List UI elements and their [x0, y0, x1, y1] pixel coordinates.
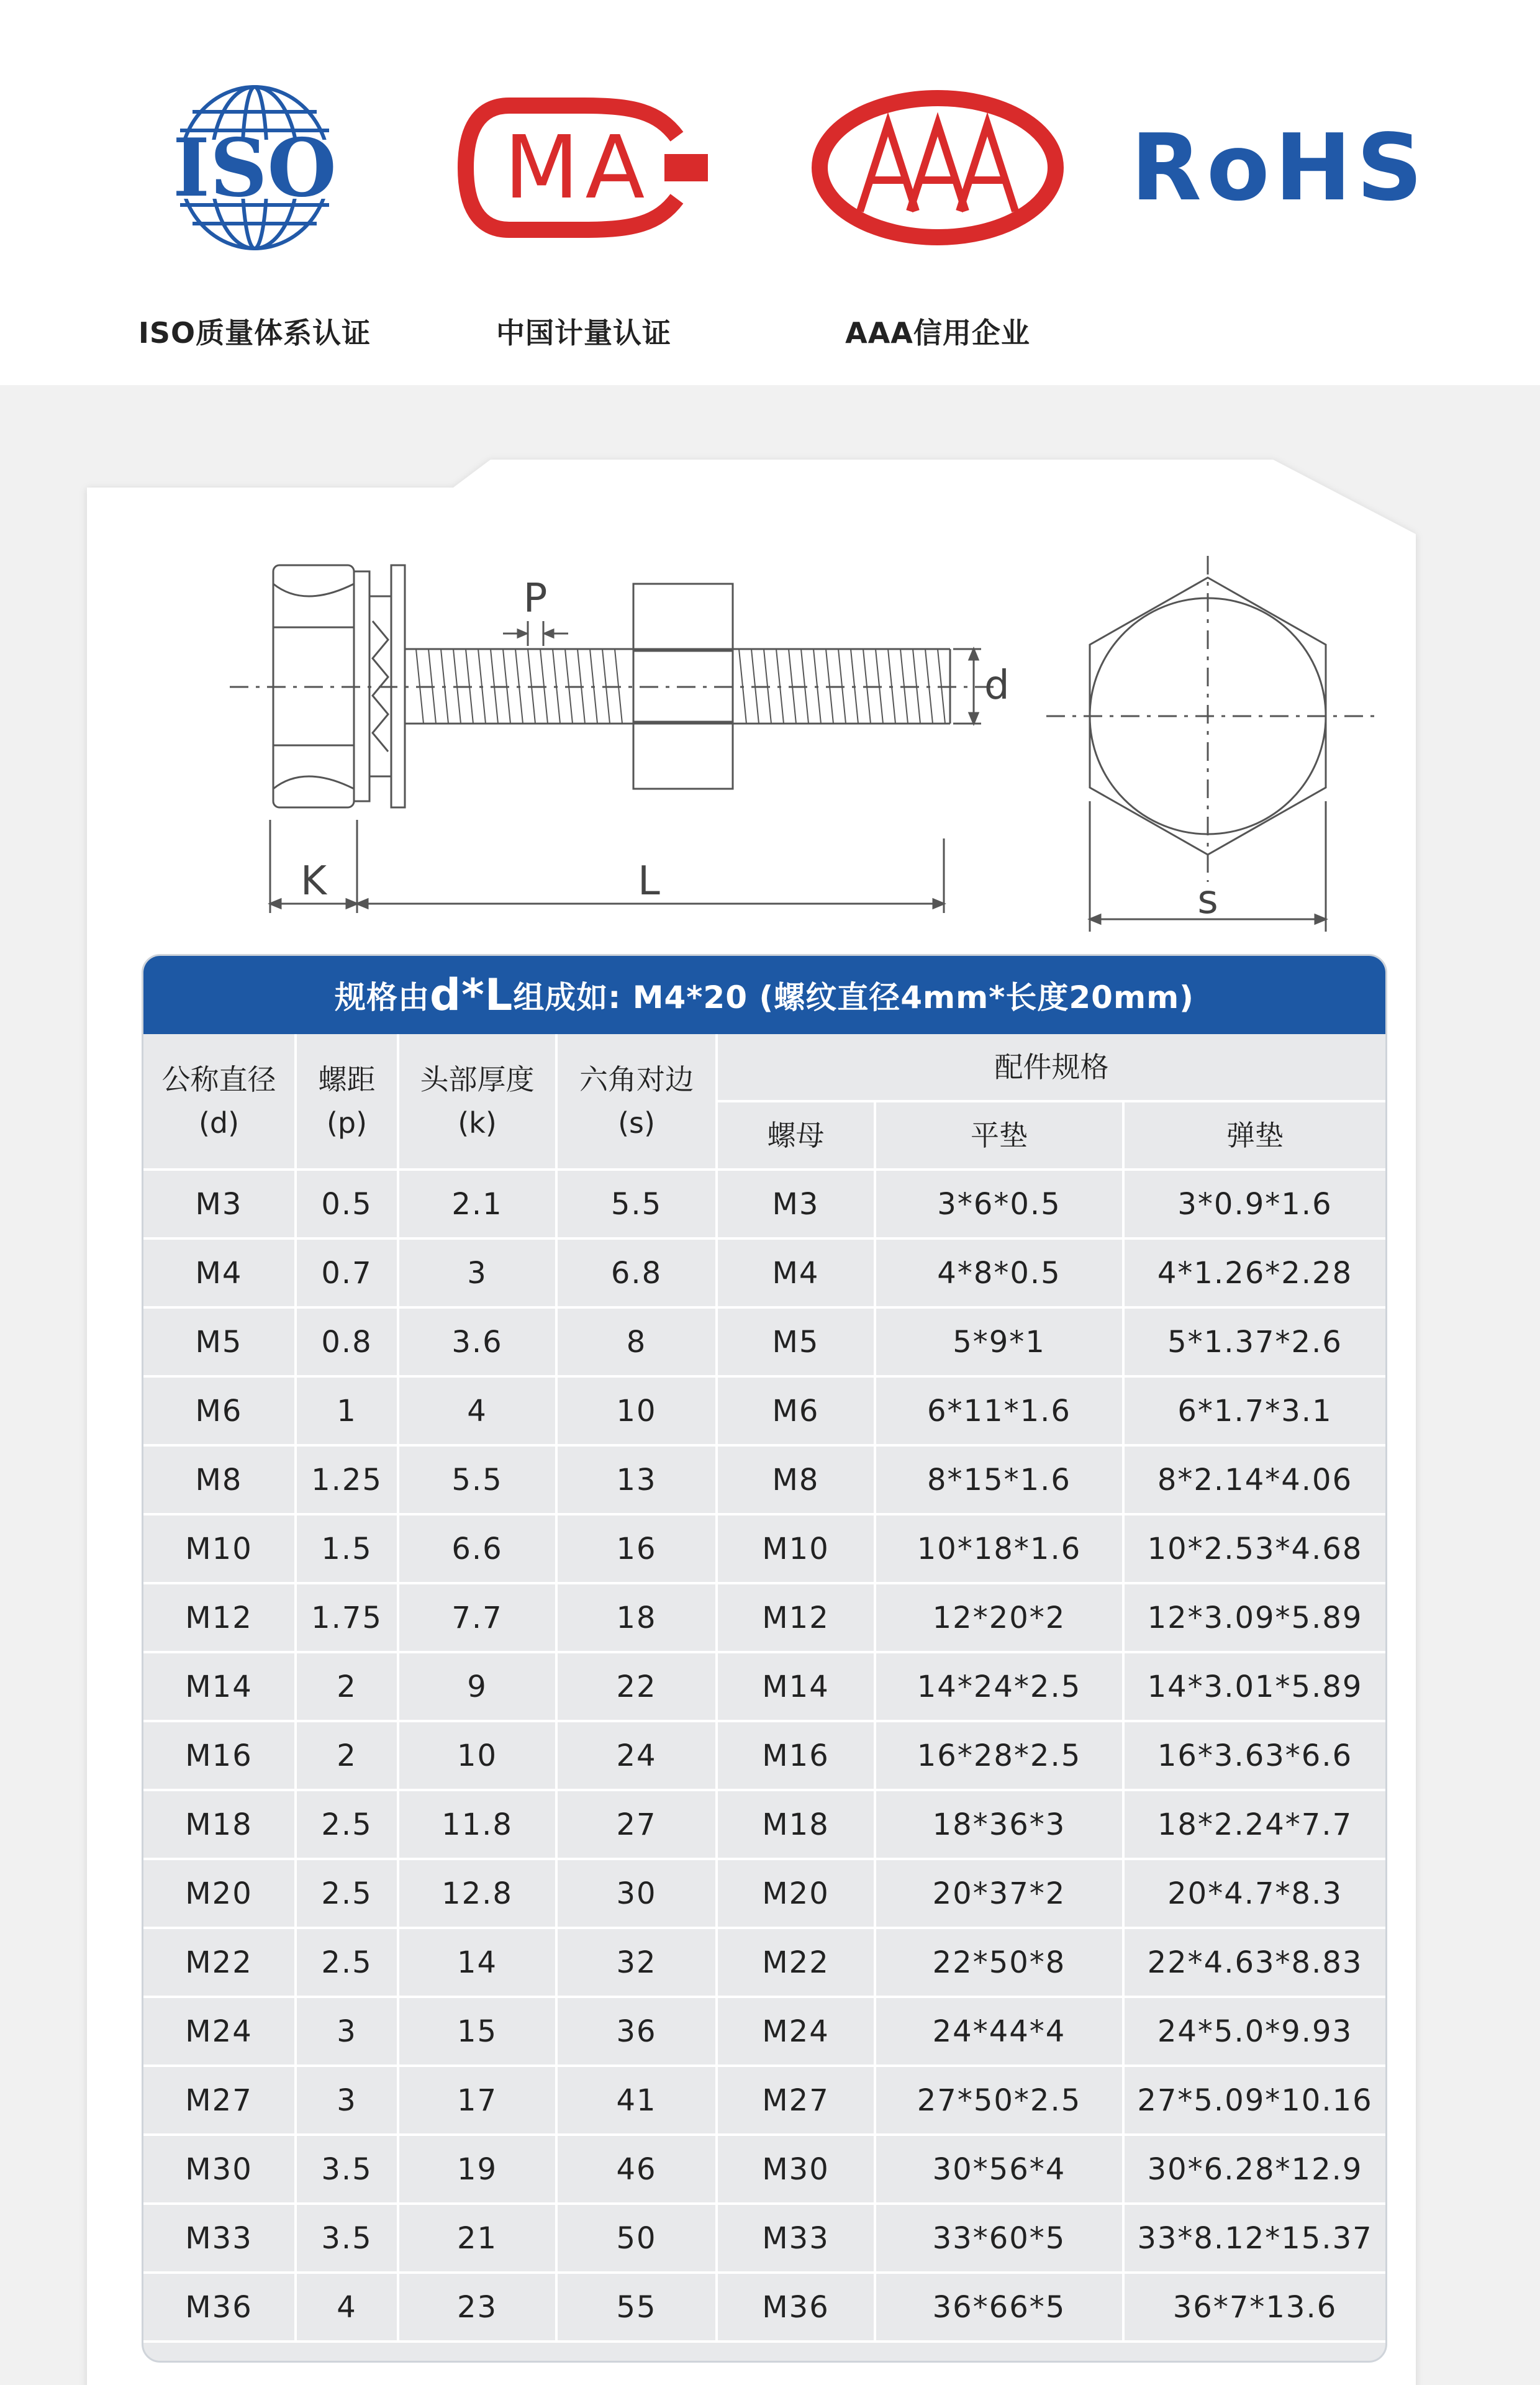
- head-height-cell: 11.8: [398, 1790, 556, 1859]
- table-row: [143, 1170, 1385, 1238]
- table-row: [143, 1238, 1385, 1307]
- flat-washer-cell: 22*50*8: [875, 1928, 1123, 1997]
- table-row: [143, 2066, 1385, 2135]
- table-row: [143, 2135, 1385, 2204]
- spring-washer-cell: 16*3.63*6.6: [1123, 1721, 1385, 1790]
- title-formula: d*L: [429, 970, 514, 1020]
- nominal-cell: M8: [143, 1445, 296, 1514]
- nominal-cell: M6: [143, 1376, 296, 1445]
- pitch-cell: 2: [296, 1721, 398, 1790]
- head-height-cell: 3.6: [398, 1307, 556, 1376]
- across-flats-cell: 24: [556, 1721, 717, 1790]
- flat-washer-cell: 4*8*0.5: [875, 1238, 1123, 1307]
- nominal-cell: M24: [143, 1997, 296, 2066]
- across-flats-cell: 36: [556, 1997, 717, 2066]
- nut-cell: M14: [717, 1652, 875, 1721]
- flat-washer-cell: 5*9*1: [875, 1307, 1123, 1376]
- pitch-cell: 1.5: [296, 1514, 398, 1583]
- nut-cell: M30: [717, 2135, 875, 2204]
- pitch-cell: 1.75: [296, 1583, 398, 1652]
- across-flats-cell: 16: [556, 1514, 717, 1583]
- head-height-cell: 15: [398, 1997, 556, 2066]
- head-height-cell: 23: [398, 2273, 556, 2342]
- head-height-cell: 2.1: [398, 1170, 556, 1238]
- table-row: [143, 1721, 1385, 1790]
- across-flats-label: s: [1197, 877, 1218, 923]
- nut-cell: M24: [717, 1997, 875, 2066]
- flat-washer-cell: 36*66*5: [875, 2273, 1123, 2342]
- nominal-cell: M27: [143, 2066, 296, 2135]
- across-flats-cell: 55: [556, 2273, 717, 2342]
- pitch-cell: 3: [296, 1997, 398, 2066]
- bolt-diagram: [211, 547, 1391, 932]
- head-height-cell: 12.8: [398, 1859, 556, 1928]
- header-nominal: 公称直径 (d): [143, 1034, 296, 1170]
- flat-washer-cell: 18*36*3: [875, 1790, 1123, 1859]
- aaa-caption: AAA信用企业: [845, 316, 1030, 350]
- pitch-cell: 1: [296, 1376, 398, 1445]
- pitch-cell: 0.5: [296, 1170, 398, 1238]
- table-row: [143, 1928, 1385, 1997]
- spring-washer-cell: 5*1.37*2.6: [1123, 1307, 1385, 1376]
- header-across-flats: 六角对边 (s): [556, 1034, 717, 1170]
- header-head-height: 头部厚度 (k): [398, 1034, 556, 1170]
- pitch-cell: 3.5: [296, 2135, 398, 2204]
- table-row: [143, 2273, 1385, 2342]
- table-row: [143, 1445, 1385, 1514]
- nominal-cell: M12: [143, 1583, 296, 1652]
- iso-caption: ISO质量体系认证: [138, 316, 371, 350]
- table-row: [143, 1652, 1385, 1721]
- title-suffix: 组成如: M4*20 (螺纹直径4mm*长度20mm): [513, 979, 1195, 1015]
- table-row: [143, 1997, 1385, 2066]
- svg-text:ISO: ISO: [173, 122, 337, 215]
- flat-washer-cell: 30*56*4: [875, 2135, 1123, 2204]
- head-height-label: K: [301, 858, 327, 904]
- nominal-cell: M30: [143, 2135, 296, 2204]
- header-parts: 配件规格: [717, 1034, 1385, 1101]
- table-row: [143, 1514, 1385, 1583]
- spring-washer-cell: 4*1.26*2.28: [1123, 1238, 1385, 1307]
- flat-washer-cell: 33*60*5: [875, 2204, 1123, 2273]
- table-row: [143, 1307, 1385, 1376]
- head-height-cell: 21: [398, 2204, 556, 2273]
- spring-washer-cell: 30*6.28*12.9: [1123, 2135, 1385, 2204]
- nominal-cell: M20: [143, 1859, 296, 1928]
- flat-washer-cell: 27*50*2.5: [875, 2066, 1123, 2135]
- pitch-cell: 2.5: [296, 1928, 398, 1997]
- nominal-cell: M18: [143, 1790, 296, 1859]
- head-height-cell: 7.7: [398, 1583, 556, 1652]
- across-flats-cell: 41: [556, 2066, 717, 2135]
- nut-cell: M16: [717, 1721, 875, 1790]
- head-height-cell: 19: [398, 2135, 556, 2204]
- nominal-cell: M36: [143, 2273, 296, 2342]
- across-flats-cell: 46: [556, 2135, 717, 2204]
- pitch-cell: 2: [296, 1652, 398, 1721]
- nut-cell: M3: [717, 1170, 875, 1238]
- rohs-logo-text: RoHS: [1130, 114, 1428, 221]
- spec-table: [142, 954, 1387, 2363]
- header-flat-washer: 平垫: [875, 1101, 1123, 1170]
- ma-caption: 中国计量认证: [496, 316, 671, 350]
- nut-cell: M33: [717, 2204, 875, 2273]
- nut-cell: M18: [717, 1790, 875, 1859]
- across-flats-cell: 22: [556, 1652, 717, 1721]
- head-height-cell: 5.5: [398, 1445, 556, 1514]
- spring-washer-cell: 20*4.7*8.3: [1123, 1859, 1385, 1928]
- across-flats-cell: 8: [556, 1307, 717, 1376]
- table-row: [143, 1790, 1385, 1859]
- pitch-cell: 2.5: [296, 1790, 398, 1859]
- flat-washer-cell: 14*24*2.5: [875, 1652, 1123, 1721]
- pitch-label: P: [523, 576, 548, 622]
- flat-washer-cell: 16*28*2.5: [875, 1721, 1123, 1790]
- nut-cell: M5: [717, 1307, 875, 1376]
- title-prefix: 规格由: [334, 979, 430, 1015]
- head-height-cell: 6.6: [398, 1514, 556, 1583]
- across-flats-cell: 13: [556, 1445, 717, 1514]
- flat-washer-cell: 8*15*1.6: [875, 1445, 1123, 1514]
- nominal-cell: M16: [143, 1721, 296, 1790]
- flat-washer-cell: 10*18*1.6: [875, 1514, 1123, 1583]
- spring-washer-cell: 24*5.0*9.93: [1123, 1997, 1385, 2066]
- nominal-cell: M4: [143, 1238, 296, 1307]
- table-title: [143, 956, 1385, 1034]
- pitch-cell: 4: [296, 2273, 398, 2342]
- diameter-label: d: [984, 663, 1010, 709]
- spring-washer-cell: 27*5.09*10.16: [1123, 2066, 1385, 2135]
- nominal-cell: M3: [143, 1170, 296, 1238]
- flat-washer-cell: 12*20*2: [875, 1583, 1123, 1652]
- across-flats-cell: 30: [556, 1859, 717, 1928]
- flat-washer-cell: 24*44*4: [875, 1997, 1123, 2066]
- head-height-cell: 9: [398, 1652, 556, 1721]
- across-flats-cell: 5.5: [556, 1170, 717, 1238]
- pitch-cell: 0.8: [296, 1307, 398, 1376]
- pitch-cell: 2.5: [296, 1859, 398, 1928]
- svg-text:MA: MA: [504, 117, 651, 219]
- head-height-cell: 3: [398, 1238, 556, 1307]
- head-height-cell: 4: [398, 1376, 556, 1445]
- table-row: [143, 1376, 1385, 1445]
- nominal-cell: M22: [143, 1928, 296, 1997]
- nominal-cell: M10: [143, 1514, 296, 1583]
- spring-washer-cell: 22*4.63*8.83: [1123, 1928, 1385, 1997]
- across-flats-cell: 32: [556, 1928, 717, 1997]
- nut-cell: M4: [717, 1238, 875, 1307]
- nut-cell: M6: [717, 1376, 875, 1445]
- nominal-cell: M33: [143, 2204, 296, 2273]
- header-pitch: 螺距 (p): [296, 1034, 398, 1170]
- spring-washer-cell: 36*7*13.6: [1123, 2273, 1385, 2342]
- table-row: [143, 1859, 1385, 1928]
- spring-washer-cell: 14*3.01*5.89: [1123, 1652, 1385, 1721]
- header-nut: 螺母: [717, 1101, 875, 1170]
- nut-cell: M27: [717, 2066, 875, 2135]
- flat-washer-cell: 3*6*0.5: [875, 1170, 1123, 1238]
- across-flats-cell: 10: [556, 1376, 717, 1445]
- across-flats-cell: 50: [556, 2204, 717, 2273]
- spring-washer-cell: 3*0.9*1.6: [1123, 1170, 1385, 1238]
- pitch-cell: 1.25: [296, 1445, 398, 1514]
- pitch-cell: 3: [296, 2066, 398, 2135]
- spring-washer-cell: 12*3.09*5.89: [1123, 1583, 1385, 1652]
- nut-cell: M10: [717, 1514, 875, 1583]
- head-height-cell: 10: [398, 1721, 556, 1790]
- spring-washer-cell: 8*2.14*4.06: [1123, 1445, 1385, 1514]
- across-flats-cell: 6.8: [556, 1238, 717, 1307]
- pitch-cell: 0.7: [296, 1238, 398, 1307]
- nut-cell: M20: [717, 1859, 875, 1928]
- pitch-cell: 3.5: [296, 2204, 398, 2273]
- spring-washer-cell: 33*8.12*15.37: [1123, 2204, 1385, 2273]
- across-flats-cell: 18: [556, 1583, 717, 1652]
- flat-washer-cell: 20*37*2: [875, 1859, 1123, 1928]
- header-spring-washer: 弹垫: [1123, 1101, 1385, 1170]
- nominal-cell: M14: [143, 1652, 296, 1721]
- nut-cell: M22: [717, 1928, 875, 1997]
- head-height-cell: 14: [398, 1928, 556, 1997]
- spring-washer-cell: 6*1.7*3.1: [1123, 1376, 1385, 1445]
- spring-washer-cell: 18*2.24*7.7: [1123, 1790, 1385, 1859]
- head-height-cell: 17: [398, 2066, 556, 2135]
- nut-cell: M12: [717, 1583, 875, 1652]
- table-row: [143, 1583, 1385, 1652]
- length-label: L: [638, 858, 660, 904]
- nut-cell: M8: [717, 1445, 875, 1514]
- flat-washer-cell: 6*11*1.6: [875, 1376, 1123, 1445]
- spring-washer-cell: 10*2.53*4.68: [1123, 1514, 1385, 1583]
- table-row: [143, 2204, 1385, 2273]
- nut-cell: M36: [717, 2273, 875, 2342]
- nominal-cell: M5: [143, 1307, 296, 1376]
- across-flats-cell: 27: [556, 1790, 717, 1859]
